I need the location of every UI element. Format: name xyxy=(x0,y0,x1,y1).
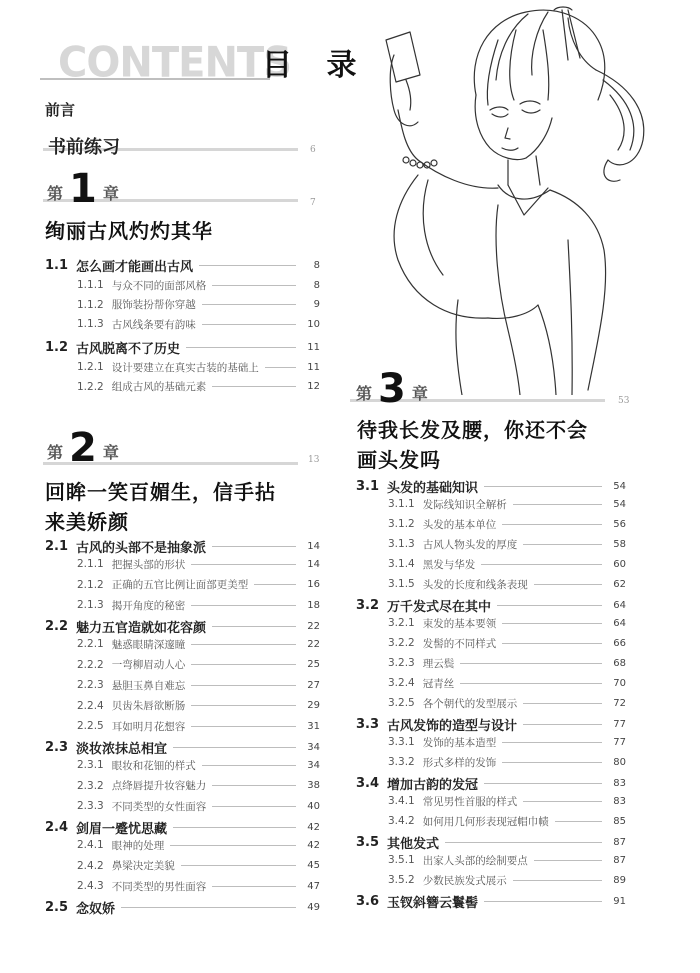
toc-title: 目 录 xyxy=(262,48,369,83)
entry-number: 3.4.2 xyxy=(388,815,415,827)
entry-title: 揭开角度的秘密 xyxy=(111,599,186,612)
chapter-title-line: 回眸一笑百媚生，信手拈 xyxy=(45,480,276,504)
section-entry[interactable] xyxy=(356,596,626,614)
entry-number: 3.2.2 xyxy=(388,637,415,649)
leader-line xyxy=(254,584,296,585)
leader-line xyxy=(513,880,602,881)
entry-page-number: 54 xyxy=(613,480,626,492)
leader-line xyxy=(534,860,602,861)
entry-page-number: 68 xyxy=(613,657,626,669)
entry-page-number: 89 xyxy=(613,874,626,886)
entry-number: 1.2.2 xyxy=(77,380,104,393)
entry-title: 头发的基础知识 xyxy=(387,480,479,496)
leader-line xyxy=(170,845,296,846)
leader-line xyxy=(191,564,296,565)
section-entry[interactable] xyxy=(45,338,320,356)
entry-title: 魅力五官造就如花容颜 xyxy=(76,620,207,636)
entry-page-number: 77 xyxy=(613,718,626,730)
entry-page-number: 64 xyxy=(613,599,626,611)
leader-line xyxy=(484,486,602,487)
entry-page-number: 34 xyxy=(307,759,320,771)
entry-title: 悬胆玉鼻自难忘 xyxy=(111,679,186,692)
entry-title: 古风的头部不是抽象派 xyxy=(76,540,207,556)
subsection-entry[interactable] xyxy=(388,753,626,771)
leader-line xyxy=(191,605,296,606)
entry-number: 1.1.3 xyxy=(77,318,104,330)
subsection-entry[interactable] xyxy=(388,871,626,889)
subsection-entry[interactable] xyxy=(77,717,320,735)
entry-title: 出家人头部的绘制要点 xyxy=(422,854,528,867)
entry-number: 3.2.3 xyxy=(388,657,415,669)
entry-title: 与众不同的面部风格 xyxy=(111,279,207,292)
entry-title: 古风发饰的造型与设计 xyxy=(387,718,518,734)
chapter-1-heading[interactable] xyxy=(47,166,119,212)
leader-line xyxy=(502,742,602,743)
subsection-entry[interactable] xyxy=(77,777,320,795)
leader-line xyxy=(173,747,296,748)
entry-page-number: 8 xyxy=(313,259,320,271)
preface-link[interactable]: 前言 xyxy=(45,101,76,119)
leader-line xyxy=(484,901,602,902)
subsection-entry[interactable] xyxy=(388,614,626,632)
entry-number: 2.2 xyxy=(45,618,69,634)
subsection-entry[interactable] xyxy=(77,358,320,376)
entry-number: 3.1.1 xyxy=(388,498,415,510)
entry-title: 如何用几何形表现冠帽巾帻 xyxy=(422,815,549,828)
chapter-prefix: 第 xyxy=(356,384,373,403)
leader-line xyxy=(523,801,602,802)
entry-page-number: 18 xyxy=(307,599,320,611)
entry-title: 念奴娇 xyxy=(76,901,116,917)
entry-title: 各个朝代的发型展示 xyxy=(422,697,518,710)
leader-line xyxy=(445,842,602,843)
leader-line xyxy=(502,623,602,624)
section-entry[interactable] xyxy=(45,256,320,274)
subsection-entry[interactable] xyxy=(77,596,320,614)
entry-number: 2.3.1 xyxy=(77,759,104,771)
entry-page-number: 29 xyxy=(307,700,320,711)
entry-title: 不同类型的女性面容 xyxy=(111,800,207,813)
subsection-entry[interactable] xyxy=(388,733,626,751)
entry-number: 3.4 xyxy=(356,775,380,791)
entry-title: 少数民族发式展示 xyxy=(422,874,507,887)
entry-title: 怎么画才能画出古风 xyxy=(76,259,194,275)
entry-title: 常见男性首服的样式 xyxy=(422,795,518,808)
entry-number: 3.2.5 xyxy=(388,697,415,709)
entry-page-number: 49 xyxy=(307,901,320,913)
entry-title: 组成古风的基础元素 xyxy=(111,381,207,393)
entry-page-number: 11 xyxy=(307,361,320,373)
entry-title: 发饰的基本造型 xyxy=(422,736,497,749)
section-entry[interactable] xyxy=(356,833,626,851)
subsection-entry[interactable] xyxy=(77,315,320,333)
chapter-title-line: 画头发吗 xyxy=(357,448,441,472)
entry-title: 冠青丝 xyxy=(422,677,455,690)
entry-number: 2.2.1 xyxy=(77,638,104,650)
entry-page-number: 14 xyxy=(307,558,320,570)
entry-number: 3.2.1 xyxy=(388,617,415,629)
entry-title: 束发的基本要领 xyxy=(422,617,497,630)
entry-number: 2.1.1 xyxy=(77,558,104,570)
entry-title: 头发的基本单位 xyxy=(422,518,497,531)
entry-title: 剑眉一蹙忧思藏 xyxy=(76,821,168,837)
leader-line xyxy=(212,546,296,547)
subsection-entry[interactable] xyxy=(388,674,626,692)
entry-number: 3.3.1 xyxy=(388,736,415,748)
subsection-entry[interactable] xyxy=(388,694,626,712)
entry-number: 2.1.3 xyxy=(77,599,104,611)
entry-number: 1.1.1 xyxy=(77,279,104,291)
section-entry[interactable] xyxy=(45,537,320,555)
entry-number: 3.1.5 xyxy=(388,578,415,590)
entry-page-number: 87 xyxy=(613,836,626,848)
entry-number: 3.5.2 xyxy=(388,874,415,886)
leader-line xyxy=(199,265,296,266)
leader-line xyxy=(212,806,296,807)
entry-page-number: 72 xyxy=(613,697,626,709)
entry-title: 黑发与华发 xyxy=(422,558,476,571)
entry-title: 服饰装扮帮你穿越 xyxy=(111,299,196,311)
leader-line xyxy=(191,664,296,665)
entry-number: 3.6 xyxy=(356,893,380,909)
entry-page-number: 83 xyxy=(613,795,626,807)
entry-page-number: 12 xyxy=(307,381,320,392)
entry-page-number: 42 xyxy=(307,839,320,851)
entry-title: 不同类型的男性面容 xyxy=(111,880,207,893)
entry-number: 3.3 xyxy=(356,716,380,732)
leader-line xyxy=(484,783,602,784)
entry-page-number: 54 xyxy=(613,498,626,510)
entry-title: 点绛唇提升妆容魅力 xyxy=(111,780,207,792)
chapter-suffix: 章 xyxy=(102,443,119,462)
subsection-entry[interactable] xyxy=(77,378,320,396)
subsection-entry[interactable] xyxy=(77,697,320,715)
leader-line xyxy=(523,703,602,704)
leader-line xyxy=(212,626,296,627)
entry-number: 2.2.2 xyxy=(77,658,104,671)
exercise-heading[interactable]: 书前练习 xyxy=(48,137,120,158)
entry-page-number: 8 xyxy=(313,279,320,291)
entry-number: 3.1.4 xyxy=(388,558,415,570)
entry-page-number: 40 xyxy=(307,800,320,812)
entry-title: 魅惑眼睛深邃瞳 xyxy=(111,638,186,651)
subsection-entry[interactable] xyxy=(388,555,626,573)
section-entry[interactable] xyxy=(356,715,626,733)
entry-page-number: 10 xyxy=(307,318,320,330)
leader-line xyxy=(202,324,296,325)
subsection-entry[interactable] xyxy=(77,576,320,594)
entry-page-number: 22 xyxy=(307,638,320,650)
section-entry[interactable] xyxy=(45,898,320,916)
entry-title: 其他发式 xyxy=(387,836,440,852)
entry-title: 把握头部的形状 xyxy=(111,558,186,571)
entry-page-number: 45 xyxy=(307,860,320,871)
leader-line xyxy=(191,726,296,727)
section-entry[interactable] xyxy=(45,818,320,836)
entry-page-number: 14 xyxy=(307,540,320,552)
section-entry[interactable] xyxy=(356,892,626,910)
chapter-suffix: 章 xyxy=(411,384,428,403)
entry-number: 2.2.4 xyxy=(77,699,104,712)
entry-page-number: 25 xyxy=(307,659,320,670)
entry-title: 头发的长度和线条表现 xyxy=(422,578,528,591)
subsection-entry[interactable] xyxy=(77,676,320,694)
leader-line xyxy=(502,524,602,525)
entry-page-number: 91 xyxy=(613,895,626,907)
subsection-entry[interactable] xyxy=(388,495,626,513)
entry-number: 2.3 xyxy=(45,739,69,755)
entry-number: 1.2 xyxy=(45,339,69,355)
leader-line xyxy=(121,907,296,908)
chapter-prefix: 第 xyxy=(47,184,64,203)
entry-number: 3.1.2 xyxy=(388,518,415,530)
entry-number: 2.5 xyxy=(45,899,69,915)
entry-page-number: 77 xyxy=(613,736,626,748)
exercise-page-number: 6 xyxy=(310,145,316,155)
leader-line xyxy=(497,605,602,606)
entry-title: 一弯柳眉动人心 xyxy=(111,659,186,671)
entry-title: 耳如明月花想容 xyxy=(111,720,186,733)
entry-number: 3.1 xyxy=(356,478,380,494)
entry-page-number: 22 xyxy=(307,620,320,632)
chapter-title-line: 待我长发及腰，你还不会 xyxy=(357,418,588,442)
entry-title: 古风脱离不了历史 xyxy=(76,341,181,357)
entry-number: 2.1.2 xyxy=(77,578,104,591)
entry-page-number: 85 xyxy=(613,815,626,827)
entry-page-number: 64 xyxy=(613,617,626,629)
entry-title: 古风线条要有韵味 xyxy=(111,318,196,331)
entry-title: 鼻梁决定美貌 xyxy=(111,860,175,872)
subsection-entry[interactable] xyxy=(77,877,320,895)
entry-title: 淡妆浓抹总相宜 xyxy=(76,741,168,757)
leader-line xyxy=(265,367,296,368)
leader-line xyxy=(186,347,296,348)
entry-page-number: 83 xyxy=(613,777,626,789)
leader-line xyxy=(513,504,602,505)
entry-page-number: 56 xyxy=(613,518,626,530)
entry-title: 形式多样的发饰 xyxy=(422,756,497,769)
leader-line xyxy=(523,724,602,725)
entry-title: 贝齿朱唇欲断肠 xyxy=(111,700,186,712)
chapter-3-title xyxy=(357,415,588,475)
leader-line xyxy=(212,886,296,887)
leader-line xyxy=(202,304,296,305)
leader-line xyxy=(212,785,296,786)
subsection-entry[interactable] xyxy=(77,836,320,854)
entry-page-number: 16 xyxy=(307,579,320,590)
leader-line xyxy=(173,827,296,828)
section-entry[interactable] xyxy=(356,477,626,495)
entry-page-number: 80 xyxy=(613,756,626,768)
entry-page-number: 87 xyxy=(613,854,626,866)
entry-title: 古风人物头发的厚度 xyxy=(422,538,518,551)
leader-line xyxy=(191,644,296,645)
contents-heading: CONTENTS xyxy=(58,38,292,88)
entry-number: 3.4.1 xyxy=(388,795,415,807)
subsection-entry[interactable] xyxy=(77,797,320,815)
entry-page-number: 70 xyxy=(613,677,626,689)
chapter-1-title xyxy=(45,216,213,246)
subsection-entry[interactable] xyxy=(77,276,320,294)
chapter-1-page: 7 xyxy=(310,198,316,208)
entry-number: 3.2.4 xyxy=(388,677,415,689)
entry-number: 1.2.1 xyxy=(77,361,104,373)
entry-page-number: 34 xyxy=(307,741,320,753)
leader-line xyxy=(460,683,602,684)
chapter-suffix: 章 xyxy=(102,184,119,203)
entry-page-number: 31 xyxy=(307,720,320,732)
leader-line xyxy=(191,705,296,706)
subsection-entry[interactable] xyxy=(388,515,626,533)
entry-number: 3.2 xyxy=(356,597,380,613)
leader-line xyxy=(534,584,602,585)
entry-number: 2.1 xyxy=(45,538,69,554)
entry-title: 万千发式尽在其中 xyxy=(387,599,492,615)
subsection-entry[interactable] xyxy=(388,535,626,553)
chapter-3-page: 53 xyxy=(618,396,630,406)
chapter-2-title xyxy=(45,477,276,537)
entry-number: 2.2.5 xyxy=(77,720,104,732)
entry-number: 1.1.2 xyxy=(77,298,104,311)
entry-page-number: 66 xyxy=(613,637,626,649)
entry-number: 3.5 xyxy=(356,834,380,850)
leader-line xyxy=(191,685,296,686)
entry-page-number: 9 xyxy=(313,299,320,310)
leader-line xyxy=(212,386,296,387)
subsection-entry[interactable] xyxy=(388,654,626,672)
subsection-entry[interactable] xyxy=(388,851,626,869)
entry-title: 眼妆和花钿的样式 xyxy=(111,759,196,772)
entry-number: 2.3.2 xyxy=(77,779,104,792)
subsection-entry[interactable] xyxy=(388,575,626,593)
entry-number: 3.5.1 xyxy=(388,854,415,866)
subsection-entry[interactable] xyxy=(77,635,320,653)
chapter-title-line: 来美娇颜 xyxy=(45,510,129,534)
section-entry[interactable] xyxy=(356,774,626,792)
character-illustration xyxy=(358,0,700,395)
entry-number: 3.3.2 xyxy=(388,756,415,768)
subsection-entry[interactable] xyxy=(77,555,320,573)
entry-number: 2.4.3 xyxy=(77,880,104,892)
subsection-entry[interactable] xyxy=(388,812,626,830)
chapter-2-heading[interactable] xyxy=(47,425,119,471)
leader-line xyxy=(502,762,602,763)
entry-title: 发际线知识全解析 xyxy=(422,498,507,511)
entry-title: 玉钗斜簪云鬟髻 xyxy=(387,895,479,911)
chapter-number: 1 xyxy=(69,166,97,212)
leader-line xyxy=(555,821,602,822)
entry-number: 1.1 xyxy=(45,257,69,273)
entry-title: 增加古韵的发冠 xyxy=(387,777,479,793)
chapter-prefix: 第 xyxy=(47,443,64,462)
chapter-number: 3 xyxy=(378,366,406,412)
entry-title: 正确的五官比例让面部更美型 xyxy=(111,579,249,591)
subsection-entry[interactable] xyxy=(388,634,626,652)
subsection-entry[interactable] xyxy=(77,656,320,674)
leader-line xyxy=(502,643,602,644)
entry-number: 2.4.2 xyxy=(77,859,104,872)
entry-title: 发髻的不同样式 xyxy=(422,637,497,650)
entry-number: 2.3.3 xyxy=(77,800,104,812)
entry-page-number: 60 xyxy=(613,558,626,570)
leader-line xyxy=(481,564,602,565)
leader-line xyxy=(181,865,296,866)
chapter-title-line: 绚丽古风灼灼其华 xyxy=(45,219,213,243)
entry-title: 理云鬓 xyxy=(422,657,455,670)
section-entry[interactable] xyxy=(45,617,320,635)
entry-page-number: 42 xyxy=(307,821,320,833)
entry-title: 设计要建立在真实古装的基础上 xyxy=(111,361,259,374)
subsection-entry[interactable] xyxy=(77,857,320,875)
leader-line xyxy=(212,285,296,286)
leader-line xyxy=(523,544,602,545)
entry-title: 眼神的处理 xyxy=(111,839,165,852)
subsection-entry[interactable] xyxy=(77,756,320,774)
entry-number: 2.4.1 xyxy=(77,839,104,851)
leader-line xyxy=(202,765,296,766)
entry-page-number: 38 xyxy=(307,780,320,791)
leader-line xyxy=(460,663,602,664)
subsection-entry[interactable] xyxy=(77,296,320,314)
subsection-entry[interactable] xyxy=(388,792,626,810)
entry-number: 2.4 xyxy=(45,819,69,835)
chapter-number: 2 xyxy=(69,425,97,471)
entry-page-number: 58 xyxy=(613,538,626,550)
entry-page-number: 62 xyxy=(613,578,626,590)
entry-page-number: 47 xyxy=(307,880,320,892)
section-entry[interactable] xyxy=(45,738,320,756)
chapter-2-page: 13 xyxy=(308,455,320,465)
entry-number: 3.1.3 xyxy=(388,538,415,550)
entry-page-number: 27 xyxy=(307,679,320,691)
entry-page-number: 11 xyxy=(307,341,320,353)
entry-number: 2.2.3 xyxy=(77,679,104,691)
